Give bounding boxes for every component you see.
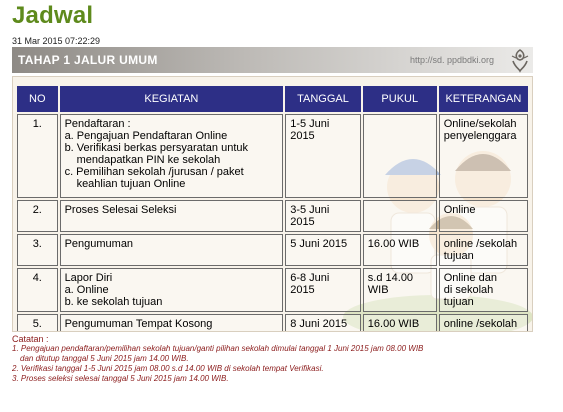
table-row	[17, 200, 528, 232]
table-header-row	[17, 86, 528, 112]
row-kegiatan	[60, 114, 284, 198]
keterangan-line: tujuan	[443, 250, 474, 262]
row-kegiatan	[60, 268, 284, 312]
column-header-keterangan: KETERANGAN	[439, 86, 528, 112]
keterangan-line: penyelenggara	[443, 130, 517, 142]
keterangan-line: online /sekolah	[443, 238, 518, 250]
row-tanggal: 8 Juni 2015	[285, 314, 361, 332]
notes-heading: Catatan :	[12, 334, 49, 344]
banner-url: http://sd. ppdbdki.org	[410, 55, 495, 65]
row-tanggal: 1-5 Juni 2015	[285, 114, 361, 198]
keterangan-line: Online/sekolah	[443, 118, 517, 130]
notes-section	[12, 334, 557, 384]
row-kegiatan: Proses Selesai Seleksi	[60, 200, 284, 232]
row-pukul	[363, 114, 437, 198]
kegiatan-sub-item: b. Verifikasi berkas persyaratan untuk	[64, 142, 248, 154]
row-pukul: 16.00 WIB	[363, 314, 437, 332]
keterangan-line: online /sekolah	[443, 318, 518, 330]
row-number: 3.	[17, 234, 58, 266]
row-number: 4.	[17, 268, 58, 312]
kegiatan-sub-item: c. Pemilihan sekolah /jurusan / paket	[64, 166, 244, 178]
column-header-tanggal: TANGGAL	[285, 86, 361, 112]
table-row	[17, 234, 528, 266]
note-item: 2. Verifikasi tanggal 1-5 Juni 2015 jam 08.00 s.d 14.00 WIB di sekolah tempat Verifikasi.	[12, 364, 324, 373]
keterangan-line: di sekolah tujuan	[443, 284, 494, 308]
kegiatan-sub-item: a. Online	[64, 284, 109, 296]
row-tanggal: 5 Juni 2015	[285, 234, 361, 266]
ppdb-logo-icon	[509, 47, 531, 73]
row-keterangan	[439, 268, 528, 312]
column-header-kegiatan: KEGIATAN	[60, 86, 284, 112]
column-header-no: NO	[17, 86, 58, 112]
kegiatan-title: Lapor Diri	[64, 272, 113, 284]
table-row	[17, 314, 528, 332]
row-tanggal: 3-5 Juni 2015	[285, 200, 361, 232]
schedule-panel	[12, 76, 533, 332]
row-keterangan	[439, 314, 528, 332]
banner-title: TAHAP 1 JALUR UMUM	[18, 53, 158, 67]
row-kegiatan: Pengumuman	[60, 234, 284, 266]
kegiatan-title: Pendaftaran :	[64, 118, 131, 130]
row-tanggal: 6-8 Juni 2015	[285, 268, 361, 312]
schedule-table	[15, 84, 530, 332]
column-header-pukul: PUKUL	[363, 86, 437, 112]
row-keterangan	[439, 200, 528, 232]
row-kegiatan: Pengumuman Tempat Kosong	[60, 314, 284, 332]
row-pukul	[363, 200, 437, 232]
row-pukul: s.d 14.00 WIB	[363, 268, 437, 312]
note-item: dan ditutup tanggal 5 Juni 2015 jam 14.00 WIB.	[20, 354, 189, 363]
row-keterangan	[439, 114, 528, 198]
keterangan-line: Online dan	[443, 272, 497, 284]
table-row	[17, 268, 528, 312]
row-number: 5.	[17, 314, 58, 332]
page-title: Jadwal	[12, 2, 94, 29]
timestamp: 31 Mar 2015 07:22:29	[12, 36, 101, 46]
row-number: 1.	[17, 114, 58, 198]
row-keterangan	[439, 234, 528, 266]
section-banner	[12, 47, 533, 73]
kegiatan-sub-item: keahlian tujuan Online	[76, 178, 186, 190]
kegiatan-sub-item: mendapatkan PIN ke sekolah	[76, 154, 221, 166]
kegiatan-sub-item: a. Pengajuan Pendaftaran Online	[64, 130, 228, 142]
keterangan-line: Online	[443, 204, 476, 216]
row-pukul: 16.00 WIB	[363, 234, 437, 266]
table-row	[17, 114, 528, 198]
note-item: 3. Proses seleksi selesai tanggal 5 Juni 2015 jam 14.00 WIB.	[12, 374, 229, 383]
note-item: 1. Pengajuan pendaftaran/pemilihan sekolah tujuan/ganti pilihan sekolah dimulai tanggal 1 Juni 2015 jam 08.00 WIB	[12, 344, 424, 353]
kegiatan-sub-item: b. ke sekolah tujuan	[64, 296, 163, 308]
row-number: 2.	[17, 200, 58, 232]
